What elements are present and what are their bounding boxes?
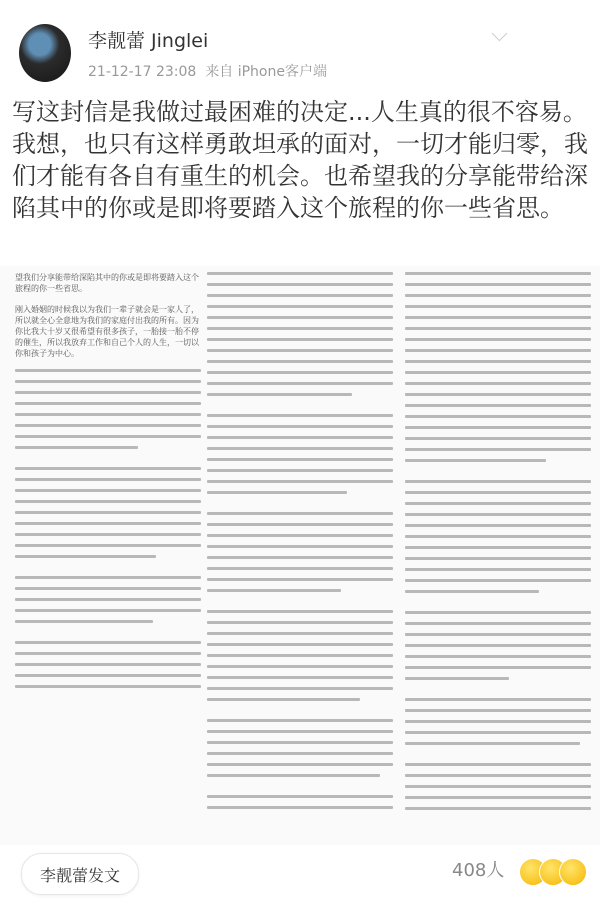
letter-text-line: [15, 500, 201, 503]
letter-text-line: [207, 709, 393, 719]
letter-text-line: [207, 447, 393, 450]
letter-text-line: [405, 338, 591, 341]
author-post-button[interactable]: [21, 853, 139, 895]
letter-text-line: [405, 796, 591, 799]
letter-text-line: [405, 437, 591, 440]
letter-text-line: [207, 283, 393, 286]
letter-text-line: [207, 687, 393, 690]
letter-text-line: [207, 382, 393, 385]
letter-text-line: [207, 404, 393, 414]
letter-text-line: [405, 524, 591, 527]
reaction-icons[interactable]: [519, 858, 591, 888]
letter-text-line: [405, 633, 591, 636]
letter-text-line: [405, 611, 591, 614]
letter-column: [405, 272, 591, 838]
letter-text-line: [207, 305, 393, 308]
letter-text-line: [207, 338, 393, 341]
letter-text-line: [405, 774, 591, 777]
letter-text-line: [15, 489, 201, 492]
letter-text-line: [405, 283, 591, 286]
post-meta: [88, 64, 327, 81]
letter-text-line: [15, 555, 156, 558]
letter-text-line: [405, 470, 591, 480]
letter-text-line: [405, 491, 591, 494]
letter-text-line: [207, 676, 393, 679]
author-post-label: 李靓蕾发文: [39, 865, 120, 885]
letter-paragraph: 刚入婚姻的时候我以为我们一辈子就会是一家人了，所以就全心全意地为我们的家庭付出我的所有。因为你比我大十岁又很希望有很多孩子，一胎接一胎不停的催生，所以我放弃工作和自己个人的人生，一切以你和孩子为中心。: [15, 305, 199, 358]
letter-text-line: [405, 557, 591, 560]
letter-text-line: [15, 631, 201, 641]
letter-text-line: [207, 371, 393, 374]
letter-text-line: [405, 327, 591, 330]
letter-text-line: [15, 391, 201, 394]
letter-text-line: [405, 807, 591, 810]
letter-text-line: [405, 448, 591, 451]
post-text: 写这封信是我做过最困难的决定...人生真的很不容易。我想，也只有这样勇敢坦承的面对，一切才能归零，我们才能有各自有重生的机会。也希望我的分享能带给深陷其中的你或是即将要踏入这个旅程的你一些省思。: [12, 98, 588, 222]
letter-text-line: [15, 587, 201, 590]
letter-text-line: [405, 601, 591, 611]
letter-text-line: [405, 404, 591, 407]
letter-text-line: [405, 666, 591, 669]
letter-text-line: [207, 567, 393, 570]
letter-text-line: [15, 369, 201, 372]
letter-text-line: [207, 480, 393, 483]
letter-text-line: [207, 458, 393, 461]
letter-text-line: [405, 622, 591, 625]
letter-text-line: [15, 674, 201, 677]
letter-text-line: [207, 621, 393, 624]
letter-text-line: [207, 316, 393, 319]
letter-text-line: [15, 413, 201, 416]
post-source: 来自 iPhone客户端: [205, 64, 327, 80]
letter-text-line: [207, 632, 393, 635]
letter-text-line: [405, 294, 591, 297]
letter-text-line: [15, 652, 201, 655]
letter-text-line: [15, 402, 201, 405]
letter-text-line: [405, 688, 591, 698]
letter-text-line: [15, 598, 201, 601]
letter-text-line: [207, 752, 393, 755]
letter-text-line: [405, 382, 591, 385]
letter-text-line: [405, 480, 591, 483]
letter-text-line: [207, 425, 393, 428]
letter-text-line: [405, 698, 591, 701]
letter-text-line: [207, 545, 393, 548]
letter-text-line: [405, 513, 591, 516]
letter-text-line: [207, 610, 393, 613]
letter-text-line: [405, 272, 591, 275]
letter-text-line: [405, 763, 591, 766]
letter-text-line: [405, 709, 591, 712]
letter-text-line: [207, 502, 393, 512]
letter-text-line: [207, 643, 393, 646]
letter-text-line: [207, 436, 393, 439]
letter-text-line: [207, 469, 393, 472]
letter-text-line: [405, 426, 591, 429]
letter-text-line: [207, 763, 393, 766]
letter-text-line: [405, 502, 591, 505]
letter-text-line: [207, 806, 393, 809]
letter-text-line: [15, 435, 201, 438]
letter-text-line: [207, 523, 393, 526]
letter-text-line: [15, 685, 201, 688]
letter-text-line: [405, 677, 509, 680]
letter-text-line: [207, 393, 352, 396]
letter-image[interactable]: [0, 266, 600, 845]
letter-text-line: [405, 415, 591, 418]
letter-text-line: [207, 272, 393, 275]
letter-text-line: [405, 742, 580, 745]
letter-text-line: [15, 641, 201, 644]
letter-text-line: [207, 600, 393, 610]
letter-text-line: [207, 534, 393, 537]
letter-text-line: [207, 719, 393, 722]
letter-text-line: [207, 730, 393, 733]
letter-text-line: [15, 467, 201, 470]
letter-text-line: [15, 511, 201, 514]
crying-emoji-icon: [559, 858, 587, 886]
letter-text-line: [15, 609, 201, 612]
letter-text-line: [207, 785, 393, 795]
letter-opening: 望我们分享能带给深陷其中的你或是即将要踏入这个旅程的你一些省思。: [15, 273, 199, 293]
post-timestamp: 21-12-17 23:08: [88, 64, 197, 80]
letter-text-line: [405, 579, 591, 582]
letter-text-line: [15, 424, 201, 427]
letter-text-line: [15, 380, 201, 383]
letter-text-line: [405, 459, 546, 462]
letter-text-line: [405, 360, 591, 363]
reaction-count[interactable]: 408人: [452, 860, 505, 881]
letter-text-line: [15, 446, 138, 449]
letter-text-line: [207, 654, 393, 657]
letter-text-line: [207, 294, 393, 297]
letter-text-line: [405, 393, 591, 396]
letter-text-line: [207, 556, 393, 559]
letter-text-line: [405, 349, 591, 352]
letter-text-line: [405, 305, 591, 308]
letter-text-line: [207, 741, 393, 744]
letter-text-line: [207, 491, 347, 494]
letter-text-line: [405, 644, 591, 647]
letter-text-line: [405, 720, 591, 723]
letter-text-line: [15, 478, 201, 481]
letter-text-line: [15, 457, 201, 467]
letter-text-line: [15, 522, 201, 525]
letter-text-line: [405, 731, 591, 734]
letter-text-line: [207, 349, 393, 352]
letter-text-line: [207, 360, 393, 363]
letter-text-line: [15, 533, 201, 536]
letter-text-line: [405, 568, 591, 571]
avatar[interactable]: [19, 24, 71, 82]
letter-text-line: [207, 795, 393, 798]
letter-text-line: [405, 546, 591, 549]
letter-text-line: [405, 785, 591, 788]
letter-text-line: [405, 316, 591, 319]
letter-text-line: [405, 590, 539, 593]
letter-text-line: [207, 414, 393, 417]
letter-text-line: [405, 753, 591, 763]
letter-text-line: [405, 655, 591, 658]
letter-text-line: [207, 589, 341, 592]
letter-text-line: [207, 665, 393, 668]
letter-text-line: [207, 774, 380, 777]
letter-text-line: [207, 327, 393, 330]
letter-text-line: [15, 620, 153, 623]
chevron-down-icon[interactable]: [492, 26, 508, 42]
letter-column: [207, 272, 393, 838]
letter-text-line: [207, 578, 393, 581]
letter-column: [15, 272, 201, 838]
letter-text-line: [15, 566, 201, 576]
letter-text-line: [207, 512, 393, 515]
letter-text-line: [405, 371, 591, 374]
letter-text-line: [15, 544, 201, 547]
letter-text-line: [15, 663, 201, 666]
letter-text-line: [405, 535, 591, 538]
author-name[interactable]: 李靓蕾 Jinglei: [88, 30, 209, 52]
letter-text-line: [207, 698, 360, 701]
letter-text-line: [15, 576, 201, 579]
